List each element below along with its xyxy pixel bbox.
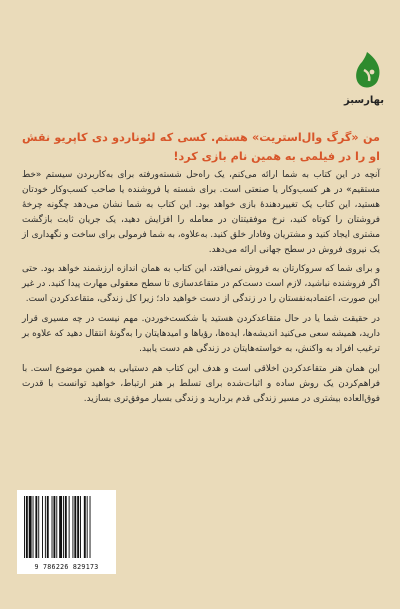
barcode-bar: [45, 496, 46, 558]
barcode-bar: [69, 496, 70, 558]
barcode-bar: [72, 496, 73, 558]
barcode-bars: [23, 496, 110, 558]
barcode-bar: [59, 496, 62, 558]
barcode-bar: [52, 496, 53, 558]
barcode-bar: [33, 496, 34, 558]
barcode-bar: [77, 496, 79, 558]
paragraph-4: این همان هنر متقاعدکردن اخلاقی است و هدف این کتاب هم دستیابی به همین موضوع است. با فراهم‌کردن یک روش ساده و اثبات‌شده برای تسلط بر هنر ارتباط، خواهید توانست با قدرت فوق‌العاده بیشتری در مسیر زندگی قدم بردارید و زندگی بسیار موفق‌تری بسازید.: [22, 363, 380, 404]
barcode-number: 9 786226 829173: [34, 563, 99, 571]
barcode-bar: [38, 496, 39, 558]
paragraph-2: و برای شما که سروکارتان به فروش نمی‌افتد، این کتاب به همان اندازه ارزشمند خواهد بود. حتی اگر فروشنده نباشید، لازم است دست‌کم در متقاعدسازی تا سطح معقولی مهارت پیدا کنید. در غیر این صورت، اعتمادبه‌نفستان را در زندگی از دست خواهید داد؛ زیرا کل زندگی، متقاعدکردن است.: [22, 264, 380, 305]
paragraph-3: در حقیقت شما یا در حال متقاعدکردن هستید یا شکست‌خوردن. مهم نیست در چه مسیری قرار دارید، همیشه سعی می‌کنید اندیشه‌ها، ایده‌ها، رؤیاها و امیدهایتان را به‌گونهٔ انتقال دهید که علاوه بر ترغیب افراد به واکنش، به خواسته‌هایتان در زندگی هم دست یابید.: [21, 314, 380, 354]
back-cover-text: [22, 128, 380, 412]
barcode-bar: [24, 496, 25, 558]
barcode-bar: [80, 496, 81, 558]
barcode-bar: [90, 496, 91, 558]
barcode-bar: [26, 496, 28, 558]
barcode-bar: [65, 496, 67, 558]
barcode-bar: [53, 496, 55, 558]
barcode-bar: [87, 496, 88, 558]
barcode-bar: [56, 496, 57, 558]
barcode-bar: [84, 496, 86, 558]
barcode-bar: [35, 496, 37, 558]
barcode-bar: [74, 496, 76, 558]
publisher-name: بهارسبز: [343, 95, 384, 106]
barcode-bar: [63, 496, 64, 558]
paragraph-1: آنچه در این کتاب به شما ارائه می‌کنم، یک راه‌حل شسته‌ورفته برای به‌کاربردن سیستم «خط مستقیم» در هر کسب‌وکار یا صنعتی است. برای شسته یا فروشنده یا صاحب کسب‌وکار خودتان هستید، این کتاب یک تغییردهندهٔ بازی خواهد بود. این کتاب به شما نشان می‌دهد چگونه چرخهٔ فروشتان را کوتاه کنید، نرخ موفقیتتان در معامله را افزایش دهید، یک جریان ثابت بازگشت مشتری ایجاد کنید و مشتریان وفادار خلق کنید. به‌علاوه، به شما فرمولی برای ساخت و نگهداری از یک نیروی فروش در سطح جهانی ارائه می‌دهد.: [22, 170, 380, 255]
barcode-bar: [29, 496, 32, 558]
headline-quote: من «گرگ وال‌استریت» هستم. کسی که لئوناردو دی کاپریو نقش او را در فیلمی به همین نام بازی کرد!: [22, 131, 380, 163]
barcode-bar: [42, 496, 43, 558]
isbn-barcode: [17, 490, 116, 574]
barcode-bar: [47, 496, 49, 558]
